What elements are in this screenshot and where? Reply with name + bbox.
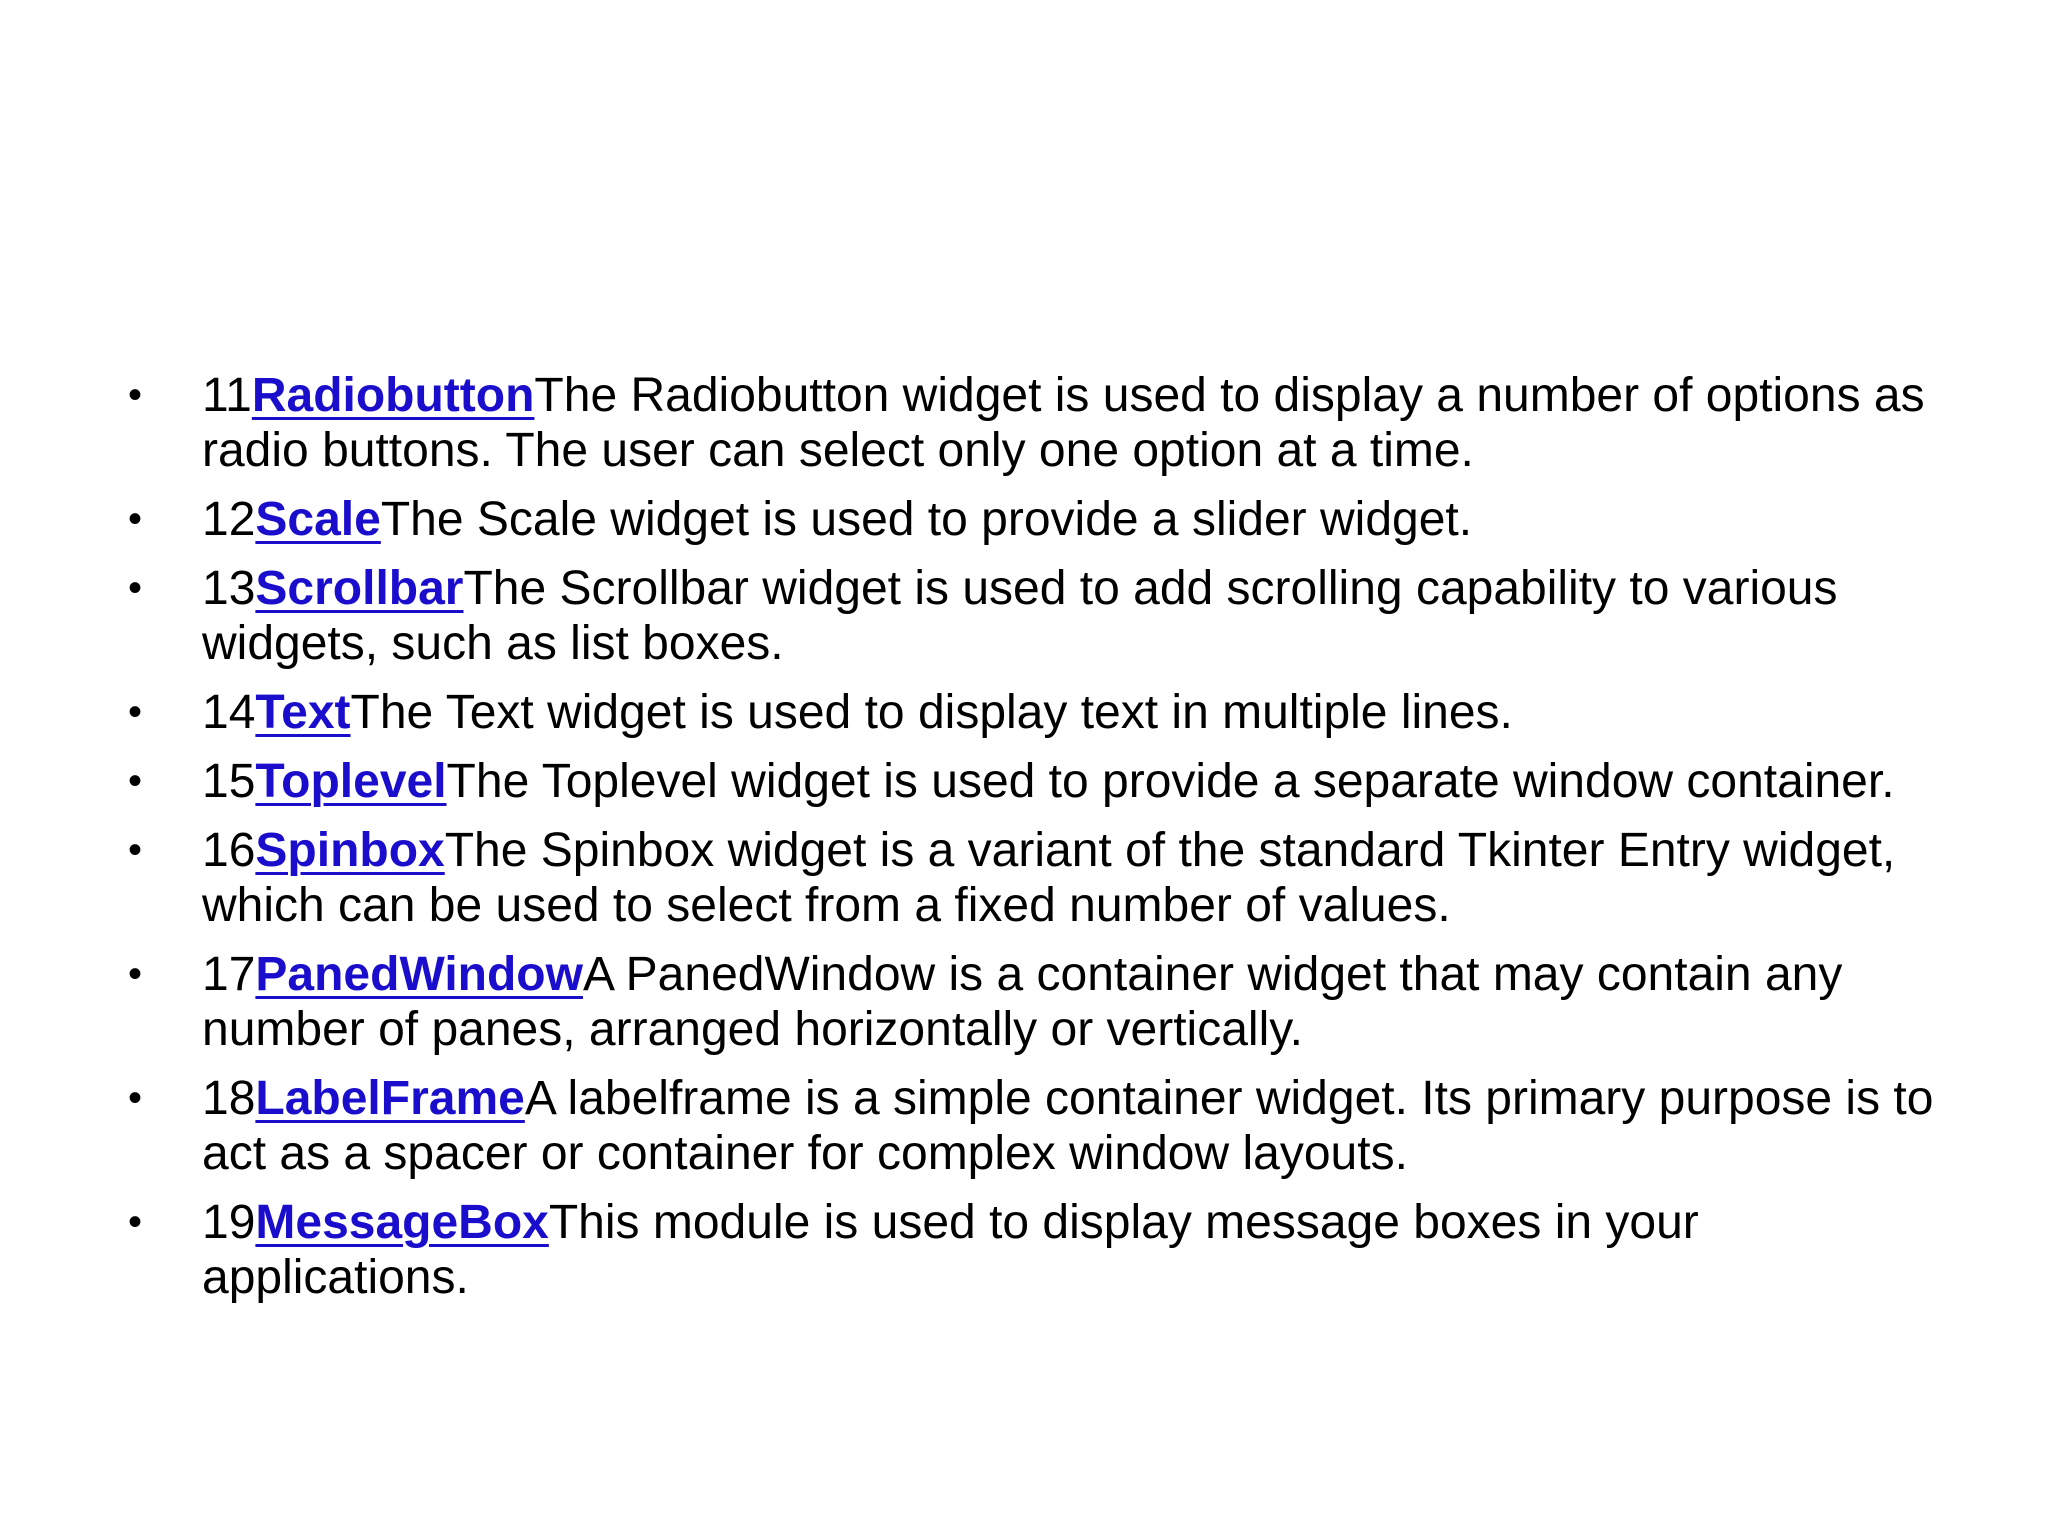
bullet-icon: • [128, 828, 143, 872]
bullet-list [122, 368, 1942, 1319]
item-description: A labelframe is a simple container widget. Its primary purpose is to act as a spacer or container for complex window layouts. [202, 1072, 1934, 1180]
item-number: 18 [202, 1072, 256, 1125]
messagebox-link[interactable]: MessageBox [255, 1196, 549, 1249]
item-description: The Text widget is used to display text in multiple lines. [350, 686, 1513, 739]
list-item-radiobutton [122, 368, 1942, 478]
scale-link[interactable]: Scale [255, 493, 381, 546]
spinbox-link[interactable]: Spinbox [255, 824, 445, 877]
radiobutton-link[interactable]: Radiobutton [251, 369, 535, 422]
item-number: 11 [202, 369, 252, 422]
list-item-spinbox [122, 823, 1942, 933]
bullet-icon: • [128, 952, 143, 996]
toplevel-link[interactable]: Toplevel [255, 755, 447, 808]
item-description: The Scrollbar widget is used to add scrolling capability to various widgets, such as list boxes. [202, 562, 1838, 670]
bullet-icon: • [128, 1200, 143, 1244]
bullet-icon: • [128, 759, 143, 803]
bullet-icon: • [128, 1076, 143, 1120]
scrollbar-link[interactable]: Scrollbar [255, 562, 464, 615]
labelframe-link[interactable]: LabelFrame [255, 1072, 525, 1125]
list-item-text [122, 685, 1942, 740]
list-item-toplevel [122, 754, 1942, 809]
item-description: A PanedWindow is a container widget that may contain any number of panes, arranged horizontally or vertically. [202, 948, 1843, 1056]
item-number: 19 [202, 1196, 256, 1249]
item-description: The Toplevel widget is used to provide a separate window container. [446, 755, 1895, 808]
item-number: 15 [202, 755, 256, 808]
item-description: The Radiobutton widget is used to display a number of options as radio buttons. The user can select only one option at a time. [202, 369, 1925, 477]
item-number: 12 [202, 493, 256, 546]
item-number: 14 [202, 686, 256, 739]
bullet-icon: • [128, 373, 143, 417]
bullet-icon: • [128, 497, 143, 541]
bullet-icon: • [128, 566, 143, 610]
list-item-panedwindow [122, 947, 1942, 1057]
list-item-scale [122, 492, 1942, 547]
item-description: The Spinbox widget is a variant of the standard Tkinter Entry widget, which can be used to select from a fixed number of values. [202, 824, 1896, 932]
item-description: The Scale widget is used to provide a slider widget. [380, 493, 1473, 546]
item-number: 17 [202, 948, 256, 1001]
list-item-messagebox [122, 1195, 1942, 1305]
text-link[interactable]: Text [255, 686, 351, 739]
item-number: 16 [202, 824, 256, 877]
panedwindow-link[interactable]: PanedWindow [255, 948, 583, 1001]
item-description: This module is used to display message boxes in your applications. [202, 1196, 1699, 1304]
list-item-labelframe [122, 1071, 1942, 1181]
list-item-scrollbar [122, 561, 1942, 671]
item-number: 13 [202, 562, 256, 615]
bullet-icon: • [128, 690, 143, 734]
